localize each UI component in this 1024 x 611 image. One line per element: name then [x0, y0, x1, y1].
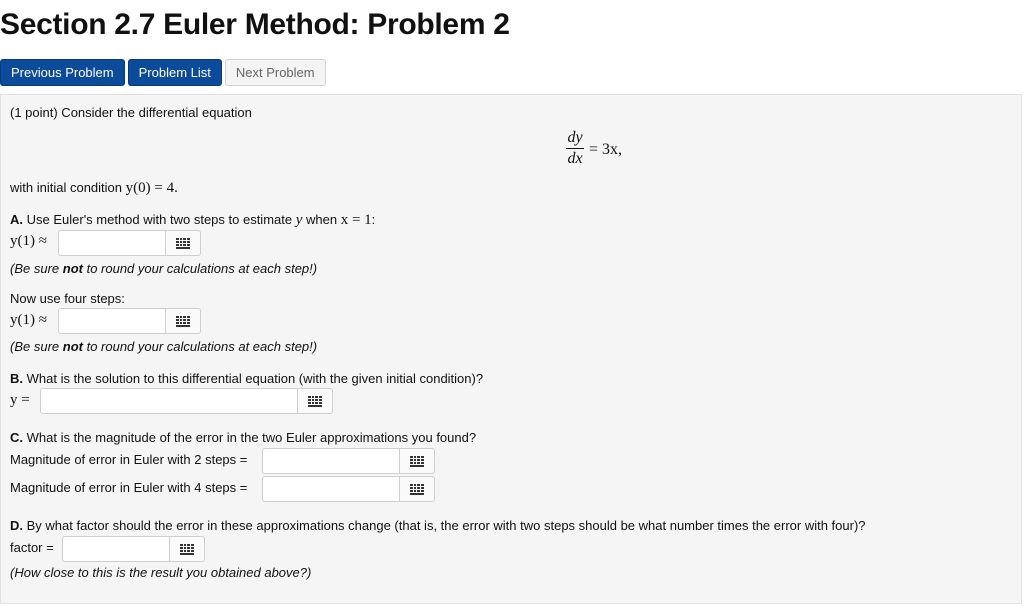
problem-nav — [0, 59, 326, 86]
problem-body — [0, 94, 1022, 604]
answer-a-two-steps-input[interactable] — [58, 230, 165, 256]
note-suffix: to round your calculations at each step!) — [82, 261, 318, 276]
part-a-when: when — [302, 212, 341, 227]
answer-c-error-2 — [262, 448, 435, 474]
part-b-text: What is the solution to this differential equation (with the given initial condition)? — [23, 371, 484, 386]
answer-b-solution — [40, 388, 333, 414]
error-2-steps-label: Magnitude of error in Euler with 2 steps = — [10, 452, 248, 467]
keyboard-icon — [176, 316, 190, 327]
equation-editor-button[interactable] — [399, 476, 435, 502]
page-title: Section 2.7 Euler Method: Problem 2 — [0, 8, 510, 41]
answer-a-two-steps — [58, 230, 201, 256]
equation-editor-button[interactable] — [169, 536, 205, 562]
equation-rhs: = 3x, — [589, 141, 623, 158]
note-prefix: (Be sure — [10, 339, 63, 354]
note-bold: not — [62, 339, 83, 354]
keyboard-icon — [410, 456, 424, 467]
equation-editor-button[interactable] — [165, 230, 201, 256]
equation-numerator: dy — [567, 129, 583, 146]
rounding-note-1 — [10, 261, 317, 276]
part-a-cond: x = 1 — [340, 212, 372, 228]
part-a-letter: A. — [10, 212, 23, 227]
part-a-text: Use Euler's method with two steps to estimate — [23, 212, 296, 227]
equation-editor-button[interactable] — [165, 308, 201, 334]
part-a-colon: : — [371, 212, 376, 227]
answer-c-error-4-input[interactable] — [262, 476, 399, 502]
initial-math: y(0) = 4. — [125, 180, 178, 196]
part-d-text: By what factor should the error in these approximations change (that is, the error with two steps should be what number times the error with four)? — [23, 518, 866, 533]
answer-c-error-2-input[interactable] — [262, 448, 399, 474]
part-d-letter: D. — [10, 518, 23, 533]
keyboard-icon — [176, 238, 190, 249]
answer-a-four-steps-input[interactable] — [58, 308, 165, 334]
initial-condition — [10, 180, 178, 197]
next-problem-button[interactable]: Next Problem — [225, 59, 326, 86]
equation-editor-button[interactable] — [399, 448, 435, 474]
equation-fraction — [566, 129, 584, 167]
problem-intro: (1 point) Consider the differential equation — [10, 105, 252, 120]
part-c-letter: C. — [10, 430, 23, 445]
part-a-question — [10, 212, 375, 229]
closing-note: (How close to this is the result you obtained above?) — [10, 565, 312, 580]
initial-prefix: with initial condition — [10, 180, 126, 195]
solution-label: y = — [10, 392, 30, 408]
answer-d-factor — [62, 536, 205, 562]
part-a-var: y — [295, 212, 303, 228]
problem-list-button[interactable]: Problem List — [128, 59, 222, 86]
factor-label: factor = — [10, 540, 54, 555]
part-c-question — [10, 430, 476, 445]
approx-label-2-steps: y(1) ≈ — [10, 233, 47, 249]
approx-label-4-steps: y(1) ≈ — [10, 312, 47, 328]
keyboard-icon — [410, 484, 424, 495]
note-suffix: to round your calculations at each step!) — [82, 339, 318, 354]
four-steps-prompt: Now use four steps: — [10, 291, 125, 306]
keyboard-icon — [308, 396, 322, 407]
rounding-note-2 — [10, 339, 317, 354]
equation-denominator: dx — [567, 150, 583, 167]
part-c-text: What is the magnitude of the error in the two Euler approximations you found? — [23, 430, 477, 445]
note-prefix: (Be sure — [10, 261, 63, 276]
keyboard-icon — [180, 544, 194, 555]
answer-c-error-4 — [262, 476, 435, 502]
fraction-bar — [566, 148, 584, 149]
answer-d-factor-input[interactable] — [62, 536, 169, 562]
answer-a-four-steps — [58, 308, 201, 334]
answer-b-solution-input[interactable] — [40, 388, 297, 414]
equation-editor-button[interactable] — [297, 388, 333, 414]
previous-problem-button[interactable]: Previous Problem — [0, 59, 125, 86]
note-bold: not — [62, 261, 83, 276]
error-4-steps-label: Magnitude of error in Euler with 4 steps = — [10, 480, 248, 495]
part-b-letter: B. — [10, 371, 23, 386]
part-b-question — [10, 371, 483, 386]
part-d-question — [10, 518, 866, 533]
